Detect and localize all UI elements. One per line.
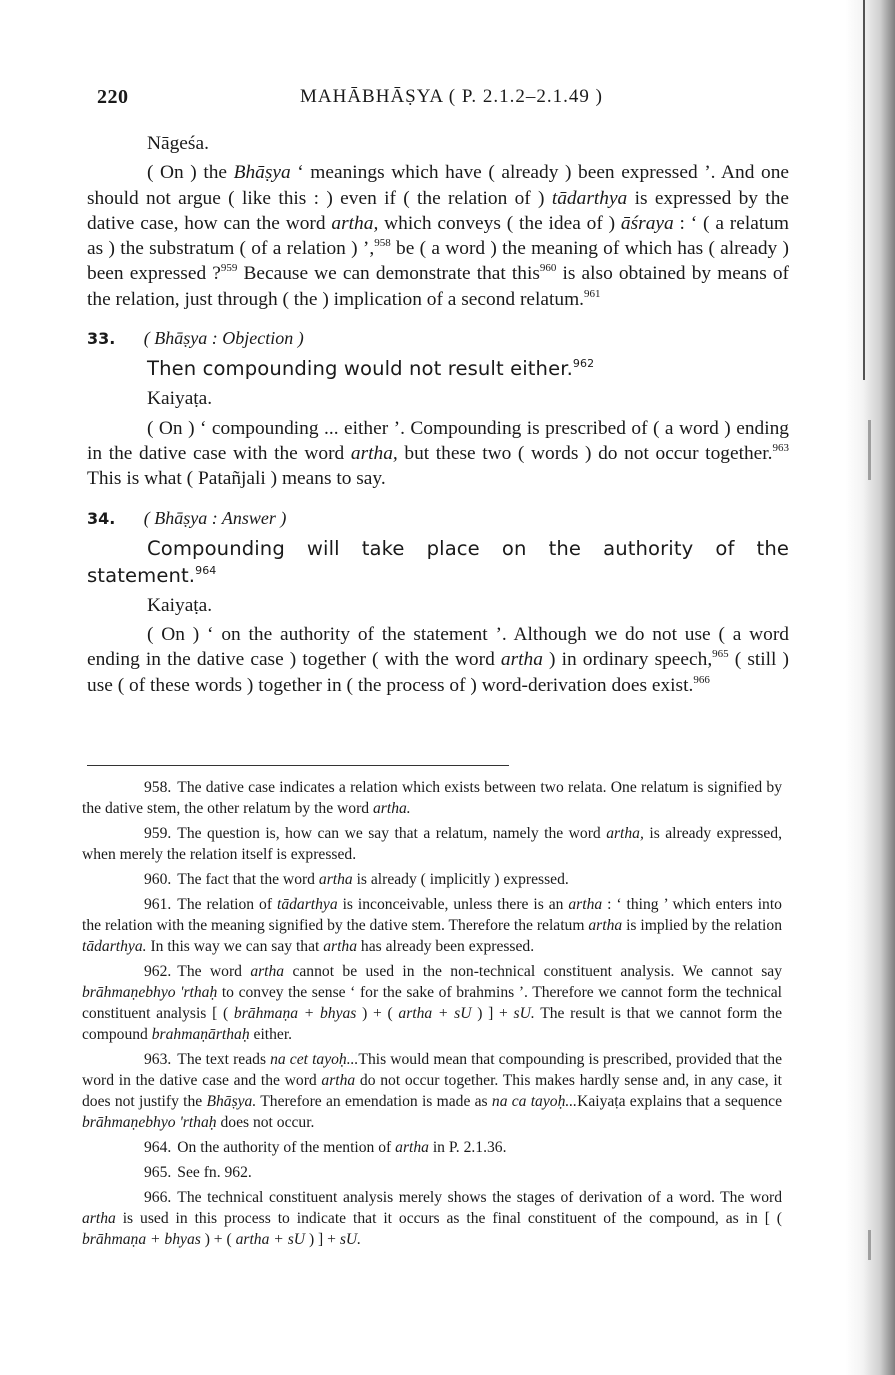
- footnote: 963. The text reads na cet tayoḥ...This would mean that compounding is prescribed, provided that the word in the dative case and the word artha do not occur together. This makes hardly sense and, in any case, it does not justify the Bhāṣya. Therefore an emendation is made as na ca tayoḥ...Kaiyaṭa explains that a sequence brāhmaṇebhyo 'rthaḥ does not occur.: [82, 1051, 782, 1131]
- italic-term: artha: [568, 896, 603, 913]
- main-text: [87, 131, 789, 698]
- footnote-ref: 960: [539, 262, 557, 275]
- bhasya-objection: Then compounding would not result either.$^{962}$: [147, 357, 595, 381]
- italic-term: artha.: [373, 800, 411, 817]
- italic-term: tādarthya.: [82, 938, 147, 955]
- footnote-number: 963.: [144, 1051, 172, 1068]
- italic-term: artha,: [331, 212, 379, 234]
- section-tag: ( Bhāṣya : Answer ): [143, 507, 287, 528]
- footnote-number: 966.: [144, 1189, 172, 1206]
- italic-term: tādarthya: [551, 187, 628, 209]
- footnote: 964. On the authority of the mention of artha in P. 2.1.36.: [144, 1139, 507, 1156]
- italic-term: brahmaṇārthaḥ: [151, 1026, 250, 1043]
- footnote-ref: 958: [374, 237, 391, 250]
- nagesa-paragraph: ( On ) the Bhāṣya ‘ meanings which have ( already ) been expressed ’. And one should not argue ( like this : ) even if ( the relation of ) tādarthya is expressed by the dative case, how can the word artha, which conveys ( the idea of ) āśraya : ‘ ( a relatum as ) the substratum ( of a relation ) ’,$^{958}$ be ( a word ) the meaning of which has ( already ) been expressed ?$^{959}$ Because we can demonstrate that this$^{960}$ is also obtained by means of the relation, just through ( the ) implication of a second relatum.$^{961}$: [87, 162, 790, 310]
- section-tag: ( Bhāṣya : Objection ): [143, 328, 304, 349]
- italic-term: Bhāṣya.: [206, 1093, 257, 1110]
- italic-term: artha + sU: [235, 1231, 306, 1248]
- italic-term: Bhāṣya : Answer: [154, 507, 276, 528]
- italic-term: artha: [321, 1072, 356, 1089]
- italic-term: artha: [500, 649, 543, 671]
- footnote: 960. The fact that the word artha is already ( implicitly ) expressed.: [144, 871, 569, 888]
- italic-term: brāhmaṇa + bhyas: [233, 1005, 357, 1022]
- italic-term: artha,: [350, 442, 398, 464]
- section-34-heading: [87, 506, 789, 531]
- italic-term: artha: [588, 917, 623, 934]
- footnote-ref: 965: [712, 648, 729, 661]
- scan-edge-mark: [868, 420, 871, 480]
- bhasya-answer: Compounding will take place on the authority of the statement.$^{964}$: [87, 536, 789, 587]
- italic-term: brāhmaṇebhyo 'rthaḥ: [82, 1114, 217, 1131]
- kaiyata-label: Kaiyaṭa.: [147, 594, 213, 616]
- italic-term: Bhāṣya: [233, 162, 291, 184]
- nagesa-label: Nāgeśa.: [147, 133, 209, 154]
- footnote-ref: 964: [195, 563, 217, 577]
- footnote-number: 961.: [144, 896, 172, 913]
- footnote-number: 964.: [144, 1139, 172, 1156]
- italic-term: na ca tayoḥ...: [491, 1093, 578, 1110]
- italic-term: tādarthya: [276, 896, 338, 913]
- footnote: 961. The relation of tādarthya is inconceivable, unless there is an artha : ‘ thing ’ which enters into the relation with the meaning signified by the dative stem. Therefore the relatum artha is implied by the relation tādarthya. In this way we can say that artha has already been expressed.: [82, 896, 782, 955]
- page-number: 220: [97, 86, 129, 108]
- section-number: 33.: [87, 329, 116, 349]
- footnote: 965. See fn. 962.: [144, 1164, 252, 1181]
- footnotes: [82, 777, 782, 1254]
- footnote-rule: [87, 765, 509, 766]
- italic-term: artha: [323, 938, 358, 955]
- footnote-ref: 966: [693, 673, 710, 686]
- italic-term: sU.: [513, 1005, 535, 1022]
- section-number: 34.: [87, 508, 116, 528]
- footnote-ref: 959: [220, 262, 238, 275]
- italic-term: sU.: [339, 1231, 362, 1248]
- italic-term: na cet tayoḥ...: [270, 1051, 359, 1068]
- footnote-number: 958.: [144, 779, 172, 796]
- running-head: MAHĀBHĀṢYA ( P. 2.1.2–2.1.49 ): [300, 86, 603, 107]
- footnote-number: 959.: [144, 825, 172, 842]
- italic-term: artha: [318, 871, 353, 888]
- footnote-number: 965.: [144, 1164, 172, 1181]
- italic-term: artha: [82, 1210, 116, 1227]
- italic-term: brāhmaṇebhyo 'rthaḥ: [82, 984, 218, 1001]
- footnote-ref: 962: [572, 357, 595, 371]
- scan-edge-shadow: [845, 0, 895, 1375]
- page-header: [0, 86, 895, 112]
- footnote-number: 962.: [144, 963, 172, 980]
- footnote-ref: 963: [772, 441, 789, 454]
- scan-edge-line: [863, 0, 865, 380]
- footnote-ref: 961: [584, 287, 601, 300]
- footnote: 958. The dative case indicates a relation which exists between two relata. One relatum is signified by the dative stem, the other relatum by the word artha.: [82, 779, 782, 817]
- kaiyata-label: Kaiyaṭa.: [147, 388, 213, 410]
- scan-edge-mark: [868, 1230, 871, 1260]
- italic-term: Bhāṣya : Objection: [154, 328, 294, 349]
- italic-term: artha,: [606, 825, 644, 842]
- footnote: 959. The question is, how can we say that a relatum, namely the word artha, is already expressed, when merely the relation itself is expressed.: [82, 825, 782, 863]
- italic-term: artha: [250, 963, 285, 980]
- kaiyata-paragraph: ( On ) ‘ compounding ... either ’. Compounding is prescribed of ( a word ) ending in the dative case with the word artha, but these two ( words ) do not occur together.$^{963}$ This is what ( Patañjali ) means to say.: [87, 417, 789, 490]
- italic-term: brāhmaṇa + bhyas: [82, 1231, 201, 1248]
- italic-term: artha: [395, 1139, 429, 1156]
- section-33-heading: [87, 326, 789, 351]
- kaiyata-paragraph: ( On ) ‘ on the authority of the statement ’. Although we do not use ( a word ending in the dative case ) together ( with the word artha ) in ordinary speech,$^{965}$ ( still ) use ( of these words ) together in ( the process of ) word-derivation does exist.$^{966}$: [87, 624, 789, 696]
- footnote: 966. The technical constituent analysis merely shows the stages of derivation of a word. The word artha is used in this process to indicate that it occurs as the final constituent of the compound, as in [ ( brāhmaṇa + bhyas ) + ( artha + sU ) ] + sU.: [82, 1189, 782, 1248]
- footnote-number: 960.: [144, 871, 172, 888]
- italic-term: artha + sU: [398, 1005, 472, 1022]
- footnote: 962. The word artha cannot be used in the non-technical constituent analysis. We cannot say brāhmaṇebhyo 'rthaḥ to convey the sense ‘ for the sake of brahmins ’. Therefore we cannot form the technical constituent analysis [ ( brāhmaṇa + bhyas ) + ( artha + sU ) ] + sU. The result is that we cannot form the compound brahmaṇārthaḥ either.: [82, 963, 782, 1043]
- italic-term: āśraya: [620, 212, 674, 234]
